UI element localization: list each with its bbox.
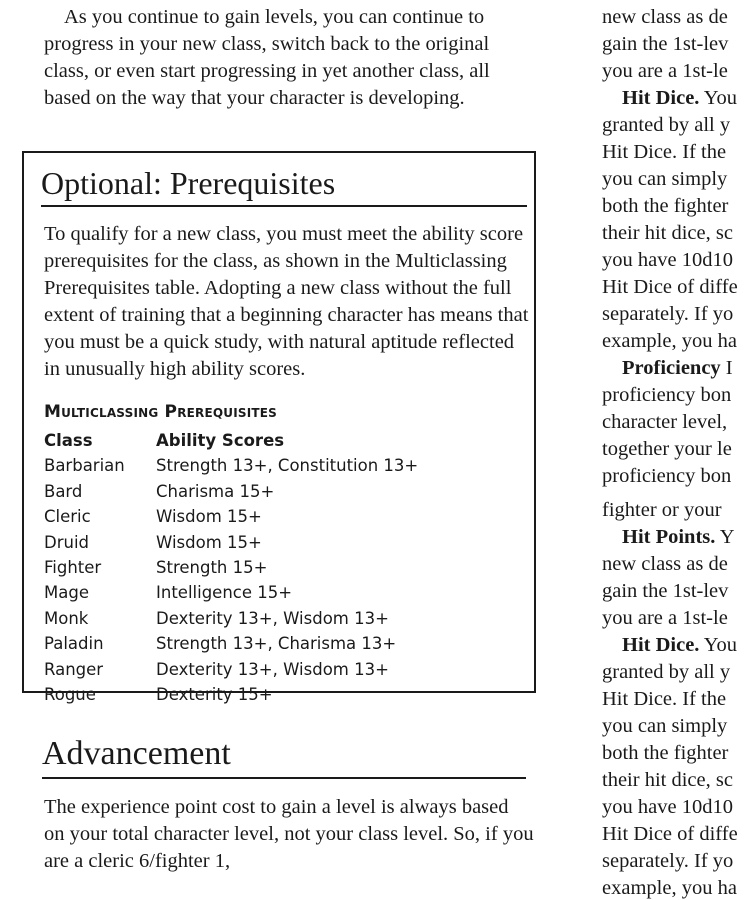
right-column-line: [602, 463, 731, 490]
table-row: [44, 453, 418, 478]
line-text: their hit dice, sc: [602, 769, 733, 791]
intro-paragraph: As you continue to gain levels, you can continue to progress in your new class, switch back to the original class, or even start progressing in yet another class, all based on the way that your character is developing.: [44, 6, 490, 109]
table-row: [44, 580, 418, 605]
table-row: [44, 631, 418, 656]
right-column-line: [602, 686, 726, 713]
cell-class: Ranger: [44, 659, 104, 679]
right-column-line: [602, 301, 733, 328]
line-text: Hit Dice of diffe: [602, 823, 738, 845]
cell-class: Monk: [44, 608, 89, 628]
right-column-line: [602, 112, 730, 139]
cell-ability-scores: Charisma 15+: [156, 481, 275, 501]
line-text: both the fighter: [602, 195, 729, 217]
cell-ability-scores: Wisdom 15+: [156, 507, 262, 527]
cell-ability-scores: Dexterity 13+, Wisdom 13+: [156, 659, 389, 679]
line-text: together your le: [602, 438, 732, 460]
line-text: gain the 1st-lev: [602, 33, 729, 55]
line-text: you can simply: [602, 168, 728, 190]
line-text: you can simply: [602, 715, 728, 737]
right-column-line: [602, 632, 737, 659]
sidebar-body: To qualify for a new class, you must meet the ability score prerequisites for the class, as shown in the Multiclassing Prerequisites table. Adopting a new class without the full extent of training that a beginning character has means that you must be a quick study, with natural aptitude reflected in unusually high ability scores.: [44, 223, 529, 380]
right-column-line: [602, 274, 738, 301]
cell-ability-scores: Strength 13+, Constitution 13+: [156, 456, 419, 476]
table-title: Multiclassing Prerequisites: [44, 402, 278, 422]
right-column-line: [602, 382, 731, 409]
line-text: separately. If yo: [602, 850, 734, 872]
line-text: you have 10d10: [602, 796, 733, 818]
line-text: new class as de: [602, 6, 728, 28]
run-in-heading: Proficiency: [622, 357, 721, 379]
right-column-line: [602, 4, 728, 31]
table-row: [44, 657, 418, 682]
line-text: you are a 1st-le: [602, 607, 728, 629]
line-text: granted by all y: [602, 661, 731, 683]
cell-class: Bard: [44, 481, 83, 501]
table-row: [44, 606, 418, 631]
right-column-line: [602, 166, 727, 193]
prerequisites-table: [44, 428, 418, 707]
cell-class: Barbarian: [44, 456, 125, 476]
line-text: I: [720, 357, 733, 379]
line-text: You: [699, 634, 738, 656]
header-ability-scores: Ability Scores: [156, 431, 285, 450]
line-text: Hit Dice of diffe: [602, 276, 738, 298]
advancement-body: The experience point cost to gain a level is always based on your total character level, not your class level. So, if you are a cleric 6/fighter 1,: [44, 796, 534, 872]
right-column-line: [602, 85, 737, 112]
run-in-heading: Hit Points.: [622, 526, 716, 548]
right-column-line: [602, 139, 726, 166]
line-text: granted by all y: [602, 114, 731, 136]
table-header-row: [44, 428, 418, 453]
cell-ability-scores: Intelligence 15+: [156, 583, 293, 603]
cell-class: Paladin: [44, 634, 104, 654]
line-text: separately. If yo: [602, 303, 734, 325]
table-row: [44, 682, 418, 707]
run-in-heading: Hit Dice.: [622, 87, 700, 109]
cell-ability-scores: Dexterity 15+: [156, 685, 273, 705]
cell-class: Mage: [44, 583, 89, 603]
right-column-line: [602, 578, 728, 605]
header-class: Class: [44, 431, 93, 450]
line-text: proficiency bon: [602, 384, 732, 406]
right-column-line: [602, 58, 728, 85]
sidebar-title: Optional: Prerequisites: [41, 163, 527, 207]
cell-ability-scores: Strength 15+: [156, 558, 268, 578]
right-column-line: [602, 409, 727, 436]
right-column-line: [602, 247, 733, 274]
right-column-line: [602, 875, 737, 900]
cell-ability-scores: Wisdom 15+: [156, 532, 262, 552]
cell-class: Rogue: [44, 685, 96, 705]
right-column: [602, 0, 750, 900]
line-text: proficiency bon: [602, 465, 732, 487]
cell-class: Cleric: [44, 507, 91, 527]
right-column-line: [602, 740, 728, 767]
cell-ability-scores: Dexterity 13+, Wisdom 13+: [156, 608, 389, 628]
right-column-line: [602, 31, 728, 58]
line-text: you are a 1st-le: [602, 60, 728, 82]
table-row: [44, 530, 418, 555]
table-row: [44, 504, 418, 529]
line-text: character level,: [602, 411, 728, 433]
line-text: Y: [715, 526, 735, 548]
line-text: You: [699, 87, 738, 109]
right-column-line: [602, 220, 733, 247]
right-column-line: [602, 497, 722, 524]
table-row: [44, 555, 418, 580]
right-column-line: [602, 713, 727, 740]
cell-class: Druid: [44, 532, 90, 552]
table-row: [44, 479, 418, 504]
line-text: their hit dice, sc: [602, 222, 733, 244]
line-text: both the fighter: [602, 742, 729, 764]
right-column-line: [602, 605, 728, 632]
right-column-line: [602, 436, 732, 463]
right-column-line: [602, 551, 728, 578]
right-column-line: [602, 767, 733, 794]
prerequisites-sidebar: [22, 151, 536, 705]
run-in-heading: Hit Dice.: [622, 634, 700, 656]
right-column-line: [602, 524, 735, 551]
advancement-heading: Advancement: [42, 732, 526, 779]
line-text: example, you ha: [602, 330, 737, 352]
line-text: new class as de: [602, 553, 728, 575]
cell-ability-scores: Strength 13+, Charisma 13+: [156, 634, 397, 654]
line-text: gain the 1st-lev: [602, 580, 729, 602]
line-text: fighter or your: [602, 499, 722, 521]
right-column-line: [602, 659, 730, 686]
line-text: you have 10d10: [602, 249, 733, 271]
line-text: Hit Dice. If the: [602, 688, 727, 710]
line-text: Hit Dice. If the: [602, 141, 727, 163]
right-column-line: [602, 355, 733, 382]
right-column-line: [602, 794, 733, 821]
right-column-line: [602, 848, 733, 875]
cell-class: Fighter: [44, 558, 102, 578]
right-column-line: [602, 328, 737, 355]
right-column-line: [602, 193, 728, 220]
right-column-line: [602, 821, 738, 848]
line-text: example, you ha: [602, 877, 737, 899]
